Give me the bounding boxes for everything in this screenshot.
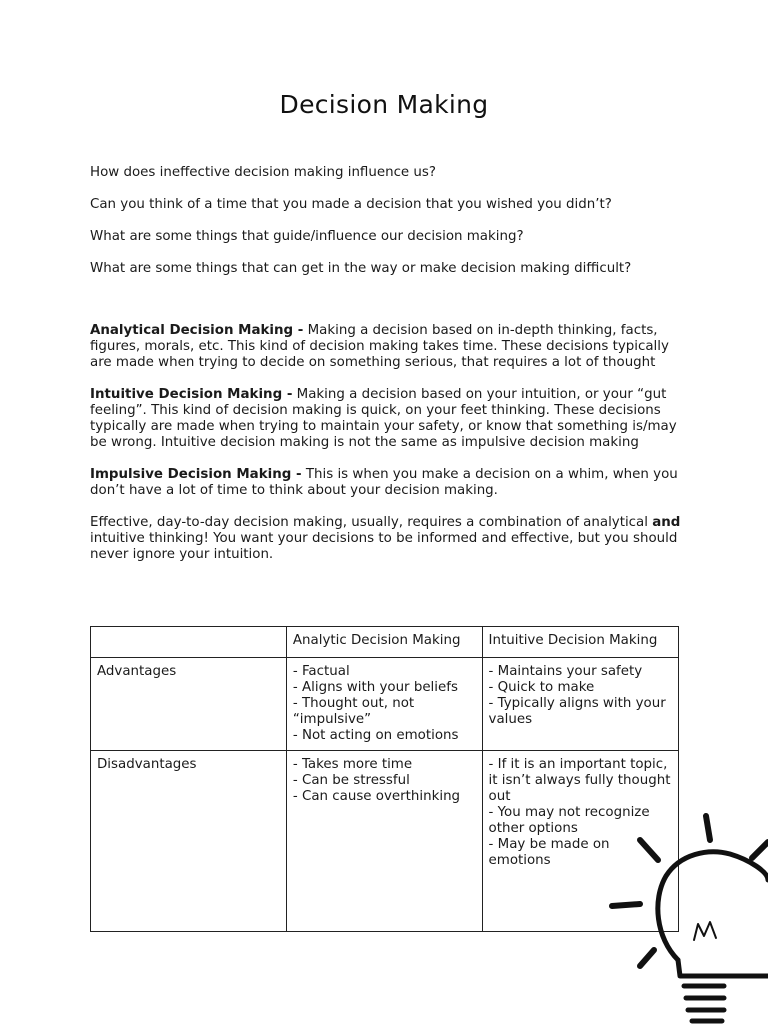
definition-text: Making a decision based on your intuition, or your “gut feeling”. This kind of decision making is quick, on your feet thinking. These decisions typically are made when trying to maintain your safety, or know that something is/may be wrong. Intuitive decision making is not the same as impulsive decision making — [90, 387, 677, 450]
list-item: - Takes more time — [292, 757, 413, 772]
summary-paragraph — [90, 515, 682, 563]
definition-term: Analytical Decision Making - — [90, 323, 304, 338]
discussion-questions — [90, 164, 690, 292]
definition-analytical — [90, 323, 682, 371]
table-row — [91, 751, 679, 932]
summary-emphasis: and — [652, 515, 681, 530]
list-item: - Can be stressful — [292, 773, 410, 788]
table-header-analytic: Analytic Decision Making — [286, 627, 482, 658]
question-4: What are some things that can get in the way or make decision making difficult? — [90, 261, 632, 276]
row-label-disadvantages: Disadvantages — [91, 751, 287, 932]
question-3: What are some things that guide/influence our decision making? — [90, 229, 524, 244]
list-item: - Thought out, not “impulsive” — [292, 696, 415, 727]
list-item: - Typically aligns with your values — [488, 696, 666, 727]
list-item: - Factual — [292, 664, 350, 679]
lightbulb-icon — [600, 810, 768, 1024]
definitions-section — [90, 323, 682, 563]
analytic-advantages-cell — [286, 658, 482, 751]
question-1: How does ineffective decision making influence us? — [90, 165, 436, 180]
list-item: - Quick to make — [488, 680, 595, 695]
question-2: Can you think of a time that you made a decision that you wished you didn’t? — [90, 197, 612, 212]
list-item: - Can cause overthinking — [292, 789, 461, 804]
definition-term: Impulsive Decision Making - — [90, 467, 302, 482]
definition-term: Intuitive Decision Making - — [90, 387, 293, 402]
list-item: - Maintains your safety — [488, 664, 643, 679]
list-item: - May be made on emotions — [488, 837, 610, 868]
list-item: - Aligns with your beliefs — [292, 680, 458, 695]
analytic-disadvantages-cell — [286, 751, 482, 932]
definition-intuitive — [90, 387, 682, 451]
row-label-advantages: Advantages — [91, 658, 287, 751]
page-title: Decision Making — [279, 90, 489, 119]
table-row — [91, 658, 679, 751]
summary-text-1: Effective, day-to-day decision making, usually, requires a combination of analytical — [90, 515, 653, 530]
list-item: - Not acting on emotions — [292, 728, 459, 743]
definition-text: Making a decision based on in-depth thinking, facts, figures, morals, etc. This kind of decision making takes time. These decisions typically are made when trying to decide on something serious, that requires a lot of thought — [90, 323, 669, 370]
list-item: - If it is an important topic, it isn’t always fully thought out — [488, 757, 671, 804]
table-header-row — [91, 627, 679, 658]
definition-impulsive — [90, 467, 682, 499]
definition-text: This is when you make a decision on a whim, when you don’t have a lot of time to think about your decision making. — [90, 467, 678, 498]
summary-text-2: intuitive thinking! You want your decisions to be informed and effective, but you should never ignore your intuition. — [90, 531, 678, 562]
list-item: - You may not recognize other options — [488, 805, 650, 836]
comparison-table — [90, 626, 679, 932]
intuitive-advantages-cell — [482, 658, 678, 751]
table-header-intuitive: Intuitive Decision Making — [482, 627, 678, 658]
table-header-empty — [91, 627, 287, 658]
